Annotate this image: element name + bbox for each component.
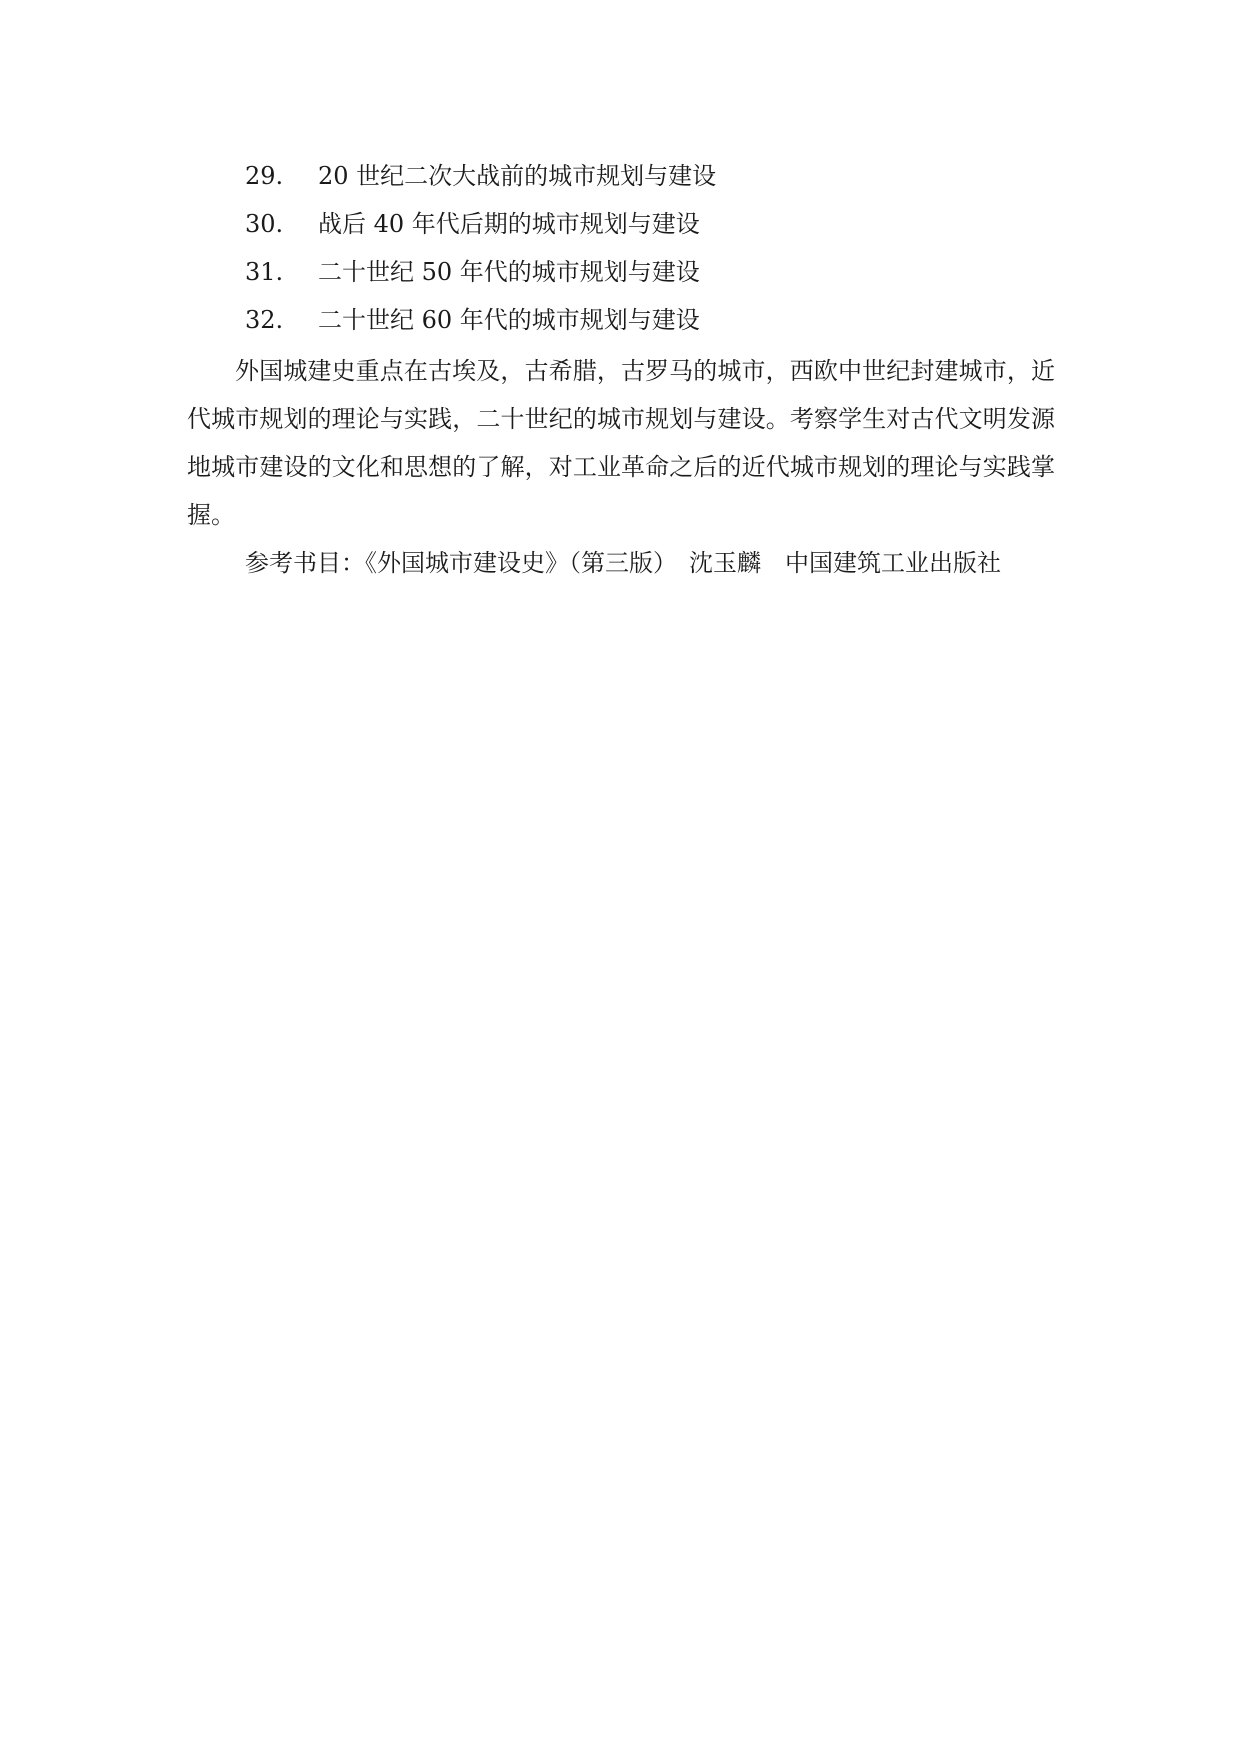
topic-list — [245, 152, 1045, 344]
references-paragraph: 参考书目：《外国城市建设史》（第三版） 沈玉麟 中国建筑工业出版社 — [245, 549, 1001, 577]
item-text: 20 世纪二次大战前的城市规划与建设 — [318, 162, 717, 190]
list-item — [245, 296, 1045, 344]
item-number: 32. — [245, 306, 284, 334]
item-number: 31. — [245, 258, 284, 286]
item-text: 二十世纪 60 年代的城市规划与建设 — [318, 306, 700, 334]
summary-paragraph: 外国城建史重点在古埃及，古希腊，古罗马的城市，西欧中世纪封建城市，近代城市规划的理论与实践，二十世纪的城市规划与建设。考察学生对古代文明发源地城市建设的文化和思想的了解，对工业革命之后的近代城市规划的理论与实践掌握。 — [187, 357, 1055, 529]
item-text: 二十世纪 50 年代的城市规划与建设 — [318, 258, 700, 286]
item-number: 29. — [245, 162, 284, 190]
item-number: 30. — [245, 210, 284, 238]
list-item — [245, 152, 1045, 200]
list-item — [245, 200, 1045, 248]
list-item — [245, 248, 1045, 296]
item-text: 战后 40 年代后期的城市规划与建设 — [318, 210, 700, 238]
